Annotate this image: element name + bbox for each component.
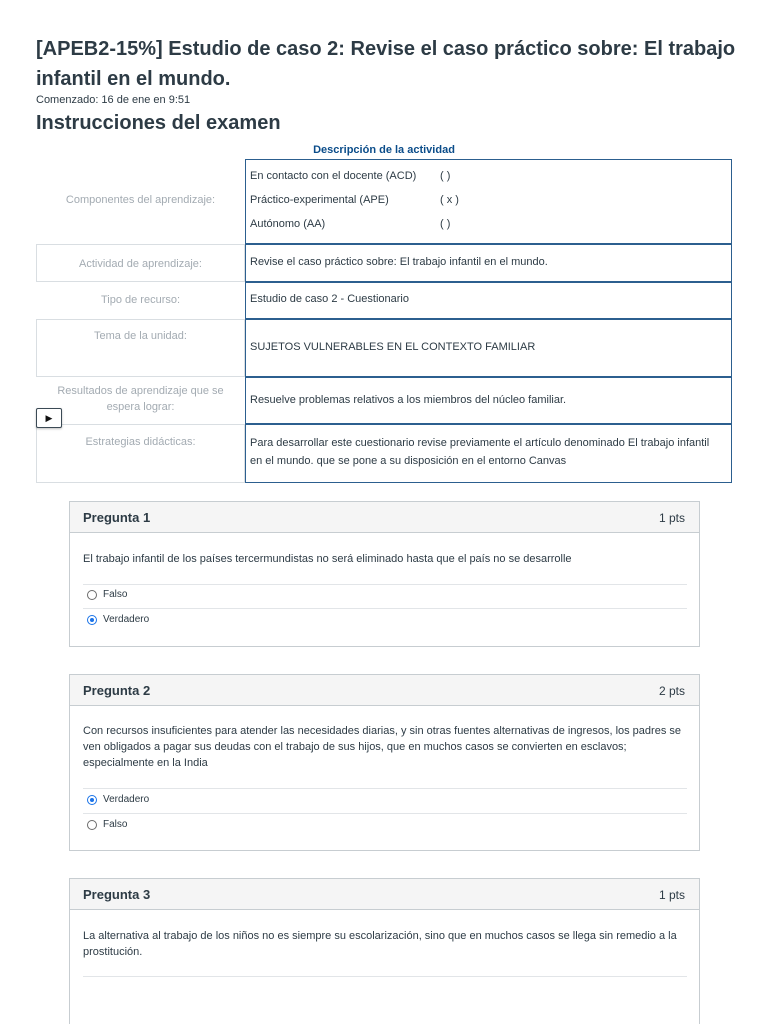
component-aa-mark: ( ) [440,218,451,230]
component-acd [250,170,416,182]
row-strategies [36,424,732,483]
question-3-name: Pregunta 3 [83,887,151,902]
radio-unselected-icon[interactable] [87,590,97,600]
activity-label-text: Actividad de aprendizaje: [79,258,202,270]
play-button[interactable] [36,408,62,428]
strategies-value-line-1: Para desarrollar este cuestionario revise previamente el artículo denominado El trabajo infantil [250,437,710,449]
started-timestamp: Comenzado: 16 de ene en 9:51 [36,94,191,106]
option-label: Verdadero [103,794,150,805]
play-icon: ▶ [45,413,53,423]
divider [83,813,687,814]
radio-selected-icon[interactable] [87,795,97,805]
activity-value [245,244,732,282]
divider [83,584,687,585]
question-3-header [70,879,699,910]
option-label: Verdadero [103,614,150,625]
components-values [245,159,732,244]
question-3-points: 1 pts [658,888,685,902]
row-components [36,159,732,244]
results-label-text: Resultados de aprendizaje que se espera lograr: [57,385,224,413]
question-2-text: Con recursos insuficientes para atender las necesidades diarias, y sin otras fuentes alternativas de ingresos, los padres se ven obligados a pagar sus deudas con el trabajo de sus hijos, que en muchos casos se convierten en esclavos; especialmente en la India [83,725,681,769]
instructions-heading: Instrucciones del examen [36,112,281,134]
exam-title: [APEB2-15%] Estudio de caso 2: Revise el caso práctico sobre: El trabajo infantil en el mundo. [36,38,736,90]
question-2-name: Pregunta 2 [83,683,151,698]
question-1 [69,501,700,647]
component-acd-mark: ( ) [440,170,451,182]
resource-value [245,282,732,319]
divider [83,788,687,789]
component-aa-label: Autónomo (AA) [250,218,326,230]
question-2 [69,674,700,851]
strategies-value [245,424,732,483]
results-value-text: Resuelve problemas relativos a los miembros del núcleo familiar. [250,394,567,406]
activity-description-title: Descripción de la actividad [313,144,455,156]
resource-label [36,282,245,319]
question-1-header [70,502,699,533]
row-activity [36,244,732,282]
component-ape-label: Práctico-experimental (APE) [250,194,389,206]
strategies-value-line-2: en el mundo. que se pone a su disposición en el entorno Canvas [250,455,567,467]
component-ape-mark: ( x ) [440,194,459,206]
resource-label-text: Tipo de recurso: [100,294,181,306]
question-2-points: 2 pts [658,684,685,698]
strategies-label [36,424,245,483]
unit-value [245,319,732,377]
radio-selected-icon[interactable] [87,615,97,625]
unit-value-text: SUJETOS VULNERABLES EN EL CONTEXTO FAMILIAR [250,341,536,353]
option-label: Falso [103,819,128,830]
components-label-text: Componentes del aprendizaje: [65,194,216,206]
radio-unselected-icon[interactable] [87,820,97,830]
question-1-points: 1 pts [658,511,685,525]
divider [83,608,687,609]
components-label [36,159,245,244]
activity-label [36,244,245,282]
component-ape [250,194,389,206]
unit-label [36,319,245,377]
question-3 [69,878,700,1024]
row-unit [36,319,732,377]
results-label [36,377,245,424]
row-results [36,377,732,424]
resource-value-text: Estudio de caso 2 - Cuestionario [250,293,409,305]
unit-label-text: Tema de la unidad: [94,330,187,342]
component-aa [250,218,325,230]
results-value [245,377,732,424]
option-label: Falso [103,589,128,600]
question-1-text: El trabajo infantil de los países tercermundistas no será eliminado hasta que el país no se desarrolle [83,553,572,565]
question-3-text: La alternativa al trabajo de los niños no es siempre su escolarización, sino que en muchos casos se llega sin remedio a la prostitución. [83,930,677,958]
divider [83,976,687,977]
question-1-name: Pregunta 1 [83,510,151,525]
strategies-label-text: Estrategias didácticas: [85,436,196,448]
question-2-header [70,675,699,706]
component-acd-label: En contacto con el docente (ACD) [250,170,417,182]
activity-value-text: Revise el caso práctico sobre: El trabajo infantil en el mundo. [250,256,548,268]
row-resource [36,282,732,319]
